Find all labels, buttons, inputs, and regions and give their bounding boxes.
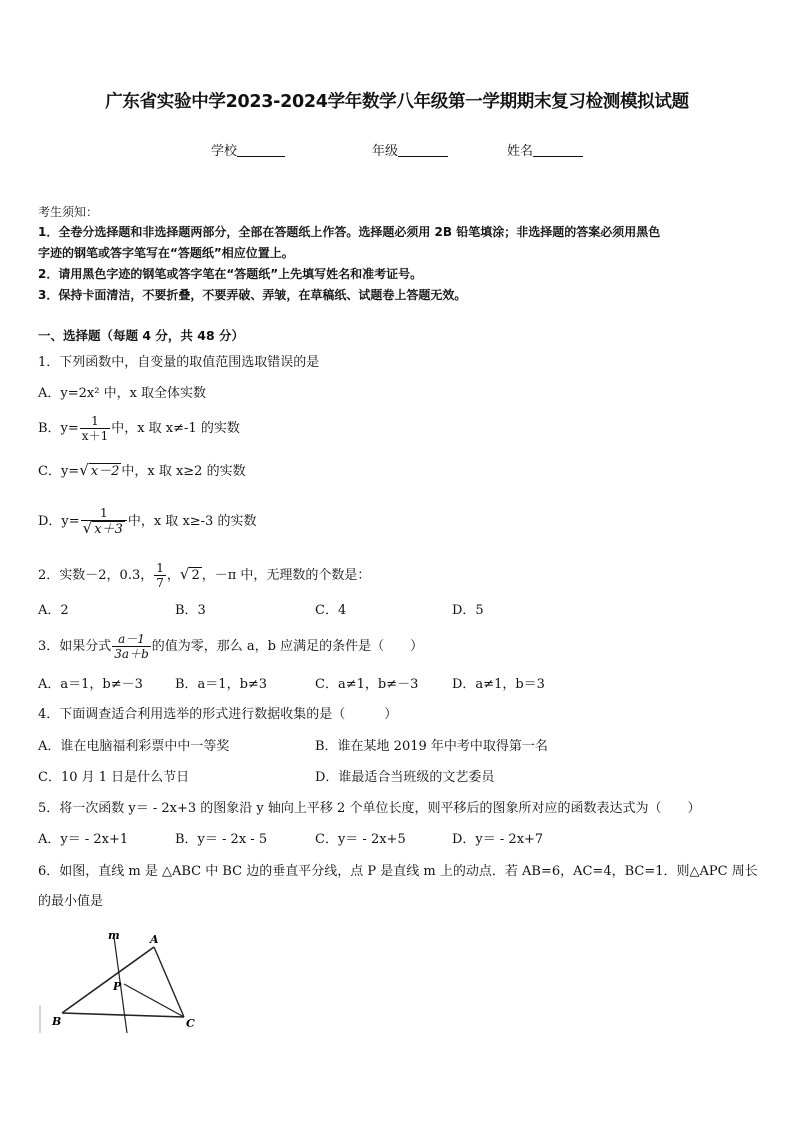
label-P: P — [113, 980, 122, 993]
q3-option-d: D．a≠1，b＝3 — [452, 677, 545, 692]
grade-label: 年级 — [372, 144, 399, 159]
q5-stem: 5．将一次函数 y＝ - 2x+3 的图象沿 y 轴向上平移 2 个单位长度，则平移后的图象所对应的函数表达式为（ ） — [38, 801, 701, 816]
q2-frac-den: 7 — [156, 576, 164, 590]
q3-option-b: B．a＝1，b≠3 — [175, 677, 268, 692]
name-label: 姓名 — [507, 144, 534, 159]
name-field — [507, 140, 583, 159]
q2-option-c: C．4 — [315, 603, 347, 618]
notice-heading: 考生须知： — [38, 205, 99, 219]
q1-c-prefix: C．y= — [38, 464, 80, 479]
q3-stem-suffix: 的值为零，那么 a，b 应满足的条件是（ ） — [151, 639, 424, 654]
q4-stem: 4．下面调查适合利用选举的形式进行数据收集的是（ ） — [38, 707, 398, 722]
q5-option-b: B．y＝ - 2x - 5 — [175, 832, 268, 847]
school-field — [211, 140, 285, 159]
q1-option-a: A．y=2x² 中，x 取全体实数 — [38, 386, 207, 401]
notice-item-2: 2．请用黑色字迹的钢笔或答字笔在“答题纸”上先填写姓名和准考证号。 — [38, 267, 423, 281]
q2-stem-prefix: 2．实数－2，0.3， — [38, 568, 154, 583]
notice-item-1: 1．全卷分选择题和非选择题两部分，全部在答题纸上作答。选择题必须用 2B 铅笔填涂；非选择题的答案必须用黑色 — [38, 225, 661, 239]
section-heading: 一、选择题（每题 4 分，共 48 分） — [38, 328, 245, 343]
q1-b-num: 1 — [91, 414, 99, 428]
q4-option-c: C．10 月 1 日是什么节日 — [38, 770, 190, 785]
label-A: A — [150, 933, 159, 946]
q1-b-den: x＋1 — [81, 429, 109, 443]
q2-fraction — [154, 561, 166, 590]
q6-stem-line1: 6．如图，直线 m 是 △ABC 中 BC 边的垂直平分线，点 P 是直线 m 上的动点．若 AB=6，AC=4，BC=1．则△APC 周长 — [38, 864, 758, 879]
q3-frac-num: a－1 — [118, 632, 145, 646]
q5-option-d: D．y＝ - 2x+7 — [452, 832, 544, 847]
q5-option-a: A．y＝ - 2x+1 — [38, 832, 129, 847]
q1-b-fraction — [80, 414, 110, 443]
q2-option-d: D．5 — [452, 603, 484, 618]
segment-BC — [62, 1013, 184, 1017]
q1-c-radicand: x－2 — [90, 464, 120, 479]
notice-item-3: 3．保持卡面清洁，不要折叠，不要弄破、弄皱，在草稿纸、试题卷上答题无效。 — [38, 288, 467, 302]
q4-option-b: B．谁在某地 2019 年中考中取得第一名 — [315, 739, 548, 754]
q5-option-c: C．y＝ - 2x+5 — [315, 832, 406, 847]
q3-option-a: A．a＝1，b≠－3 — [38, 677, 143, 692]
q6-stem-line2: 的最小值是 — [38, 894, 104, 909]
q2-radical: √ 2 — [179, 565, 200, 583]
grade-field — [372, 140, 448, 159]
label-C: C — [186, 1017, 195, 1030]
q3-option-c: C．a≠1，b≠－3 — [315, 677, 419, 692]
q3-fraction — [112, 632, 150, 661]
q1-c-radical: √ x－2 — [79, 461, 120, 479]
q1-option-d — [38, 501, 256, 543]
q1-option-b — [38, 411, 240, 447]
school-label: 学校 — [211, 144, 238, 159]
q2-stem-suffix: ，－π 中，无理数的个数是： — [201, 568, 371, 583]
school-blank — [237, 143, 285, 157]
triangle-figure — [36, 925, 206, 1035]
q1-stem: 1．下列函数中，自变量的取值范围选取错误的是 — [38, 355, 320, 370]
q3-stem — [38, 629, 423, 665]
q1-d-suffix: 中，x 取 x≥-3 的实数 — [127, 514, 257, 529]
q3-frac-den: 3a＋b — [114, 647, 149, 661]
q2-stem — [38, 554, 370, 596]
name-blank — [533, 143, 583, 157]
label-B: B — [52, 1015, 62, 1028]
segment-AC — [154, 947, 184, 1017]
q2-option-a: A．2 — [38, 603, 69, 618]
q2-radicand: 2 — [191, 568, 200, 583]
grade-blank — [398, 143, 448, 157]
q3-stem-prefix: 3．如果分式 — [38, 639, 112, 654]
q1-d-fraction — [81, 506, 127, 537]
segment-AB — [62, 947, 154, 1013]
segment-PC — [124, 984, 184, 1017]
q1-c-suffix: 中，x 取 x≥2 的实数 — [121, 464, 246, 479]
page-title: 广东省实验中学2023-2024学年数学八年级第一学期期末复习检测模拟试题 — [105, 92, 689, 112]
q1-d-den: √ x＋3 — [81, 520, 127, 537]
q2-separator: ， — [166, 568, 180, 583]
label-m: m — [108, 929, 120, 942]
q2-frac-num: 1 — [156, 561, 164, 575]
q2-option-b: B．3 — [175, 603, 206, 618]
q1-b-suffix: 中，x 取 x≠-1 的实数 — [111, 421, 240, 436]
q4-option-d: D．谁最适合当班级的文艺委员 — [315, 770, 495, 785]
q1-d-num: 1 — [99, 506, 108, 520]
notice-item-1-cont: 字迹的钢笔或答字笔写在“答题纸”相应位置上。 — [38, 246, 294, 260]
q1-d-prefix: D．y= — [38, 514, 80, 529]
q4-option-a: A．谁在电脑福利彩票中中一等奖 — [38, 739, 230, 754]
q1-b-prefix: B．y= — [38, 421, 79, 436]
q1-d-radicand: x＋3 — [94, 522, 123, 537]
q1-option-c — [38, 459, 246, 483]
